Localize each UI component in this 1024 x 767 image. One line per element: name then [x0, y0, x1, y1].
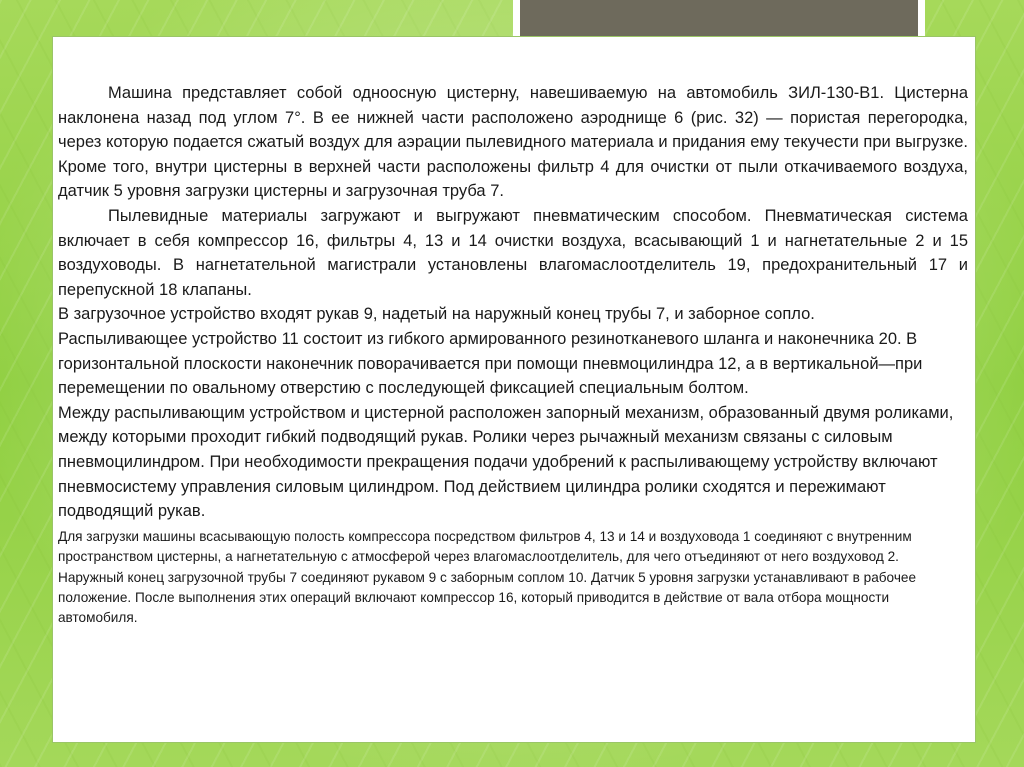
- paragraph-locking-mechanism: Между распыливающим устройством и цистерной расположен запорный механизм, образованный двумя роликами, между которыми проходит гибкий подводящий рукав. Ролики через рычажный механизм связаны с силовым пневмоцилиндром. При необходимости прекращения подачи удобрений к распыливающему устройству включают пневмосистему управления силовым цилиндром. Под действием цилиндра ролики сходятся и пережимают подводящий рукав.: [58, 403, 954, 521]
- paragraph-loading-device: В загрузочное устройство входят рукав 9, надетый на наружный конец трубы 7, и заборное сопло.: [58, 305, 815, 324]
- paragraph-pneumatic-system: Пылевидные материалы загружают и выгружают пневматическим способом. Пневматическая система включает в себя компрессор 16, фильтры 4, 13 и 14 очистки воздуха, всасывающий 1 и нагнетательные 2 и 15 воздуховоды. В нагнетательной магистрали установлены влагомаслоотделитель 19, предохранительный 17 и перепускной 18 клапаны.: [58, 206, 968, 299]
- paragraph-machine-description: Машина представляет собой одноосную цистерну, навешиваемую на автомобиль ЗИЛ-130-В1. Цистерна наклонена назад под углом 7°. В ее нижней части расположено аэроднище 6 (рис. 32) — пористая перегородка, через которую подается сжатый воздух для аэрации пылевидного материала и придания ему текучести при выгрузке. Кроме того, внутри цистерны в верхней части расположены фильтр 4 для очистки от пыли откачиваемого воздуха, датчик 5 уровня загрузки цистерны и загрузочная труба 7.: [58, 84, 968, 201]
- slide-content-box: [52, 36, 976, 743]
- slide-text: [58, 81, 968, 629]
- paragraph-loading-procedure: Для загрузки машины всасывающую полость компрессора посредством фильтров 4, 13 и 14 и воздуховода 1 соединяют с внутренним пространством цистерны, а нагнетательную с атмосферой через влагомаслоотделитель, для чего отъединяют от него воздуховод 2. Наружный конец загрузочной трубы 7 соединяют рукавом 9 с заборным соплом 10. Датчик 5 уровня загрузки устанавливают в рабочее положение. После выполнения этих операций включают компрессор 16, который приводится в действие от вала отбора мощности автомобиля.: [58, 528, 917, 626]
- paragraph-spraying-device: Распыливающее устройство 11 состоит из гибкого армированного резинотканевого шланга и наконечника 20. В горизонтальной плоскости наконечник поворачивается при помощи пневмоцилиндра 12, а в вертикальной—при перемещении по овальному отверстию с последующей фиксацией специальным болтом.: [58, 329, 923, 398]
